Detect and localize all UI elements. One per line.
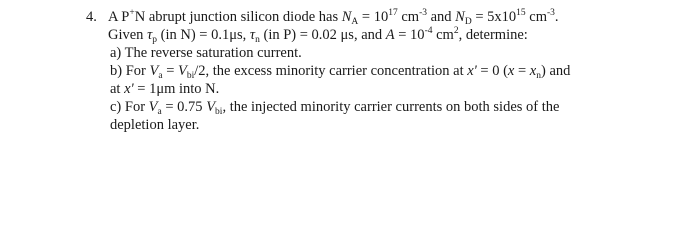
nd-symbol: N xyxy=(455,9,465,25)
problem-number: 4. xyxy=(86,9,97,25)
problem-statement xyxy=(86,8,694,134)
part-b-line-1: b) For $V_a = V_{bi}/2$, the excess minority carrier concentration at x' = 0 $(x = x_n)$ and xyxy=(110,63,571,81)
problem-line-1: 4. A P+N abrupt junction silicon diode has $N_A = 10^{17}$ $cm^{-3}$ and $N_D = 5x10^{15}$ $cm^{-3}$. xyxy=(86,8,559,27)
area-symbol: A xyxy=(385,27,395,43)
na-symbol: N xyxy=(341,9,352,25)
tau-p-symbol: τ xyxy=(147,27,153,43)
part-a: a) The reverse saturation current. xyxy=(110,45,302,61)
part-c-line-2: depletion layer. xyxy=(110,117,200,133)
part-b-line-2: at x' = 1μm into N. xyxy=(110,81,220,97)
part-c-line-1: c) For $V_a = 0.75$ $V_{bi}$, the injected minority carrier currents on both sides of the xyxy=(110,99,560,117)
tau-n-symbol: τ xyxy=(249,27,256,43)
problem-line-2: Given $\tau_p$ (in N) = 0.1μs, $\tau_n$ (in P) = 0.02 μs, and $A = 10^{-4}$ $cm^2$, determine: xyxy=(108,26,528,45)
